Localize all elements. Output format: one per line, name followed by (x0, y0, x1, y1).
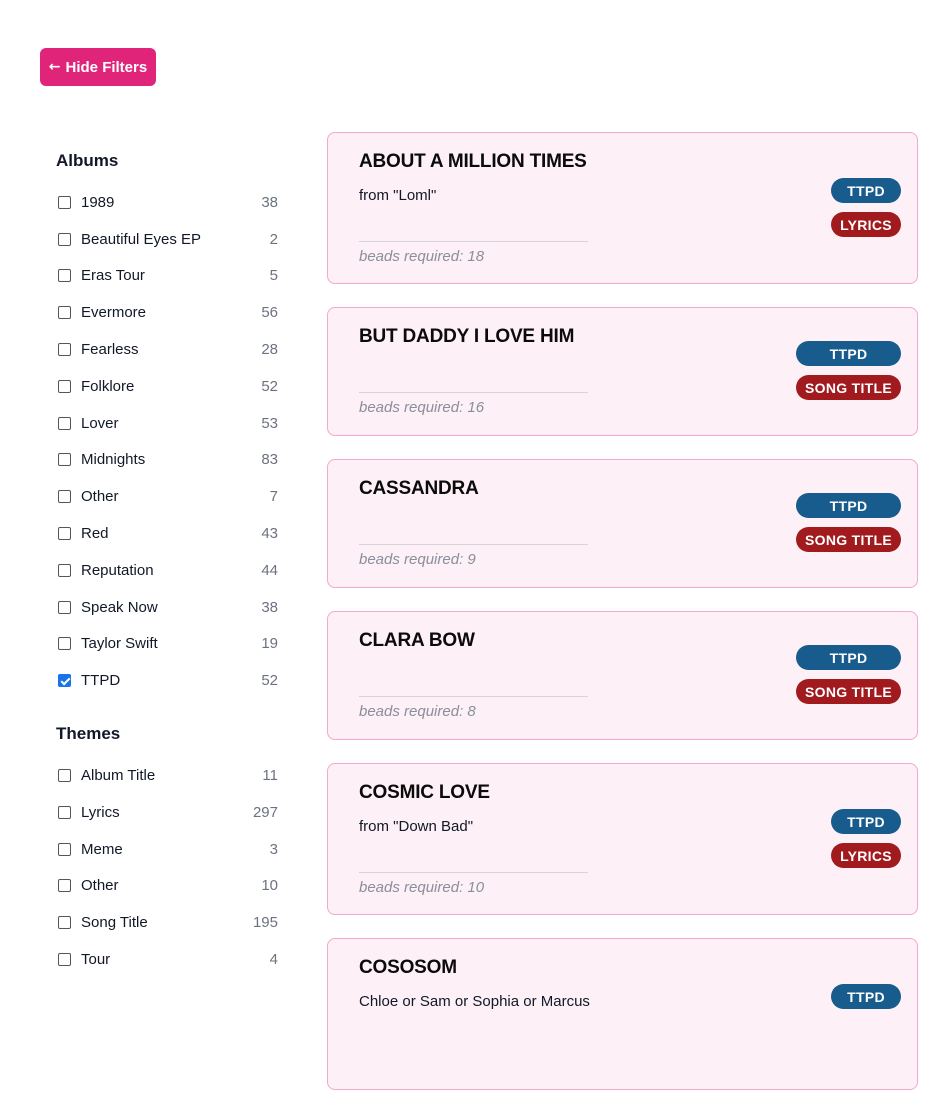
card-divider (359, 544, 588, 545)
filter-count: 2 (269, 230, 278, 248)
filter-option-left (56, 525, 109, 542)
filter-label: Meme (81, 840, 123, 858)
results-list (327, 132, 918, 1113)
filter-option-eras-tour[interactable] (56, 258, 278, 295)
filter-label: Lyrics (81, 803, 120, 821)
filter-checkbox[interactable] (58, 953, 71, 966)
card-title: ABOUT A MILLION TIMES (359, 151, 587, 172)
filter-option-speak-now[interactable] (56, 589, 278, 626)
filter-option-folklore[interactable] (56, 368, 278, 405)
themes-filter-group (56, 721, 278, 978)
filter-label: TTPD (81, 672, 121, 690)
filter-count: 4 (269, 951, 278, 969)
filter-option-beautiful-eyes-ep[interactable] (56, 221, 278, 258)
filter-count: 28 (261, 341, 278, 359)
filter-count: 19 (261, 635, 278, 653)
theme-tag[interactable]: LYRICS (831, 212, 901, 237)
filter-count: 52 (261, 672, 278, 690)
card-divider (359, 872, 588, 873)
filter-label: Album Title (81, 767, 156, 785)
theme-tag[interactable]: SONG TITLE (796, 527, 901, 552)
filter-checkbox[interactable] (58, 343, 71, 356)
card-tags (796, 645, 901, 704)
album-tag[interactable]: TTPD (796, 493, 901, 518)
filter-checkbox[interactable] (58, 601, 71, 614)
filter-option-left (56, 488, 119, 505)
filter-count: 5 (269, 267, 278, 285)
filter-option-left (56, 341, 139, 358)
filter-option-midnights[interactable] (56, 442, 278, 479)
filter-count: 195 (252, 914, 278, 932)
card-title: COSMIC LOVE (359, 782, 490, 803)
filter-label: Speak Now (81, 598, 158, 616)
filter-option-other[interactable] (56, 868, 278, 905)
filter-option-left (56, 877, 119, 894)
filter-count: 297 (252, 803, 278, 821)
filter-checkbox[interactable] (58, 196, 71, 209)
filter-option-left (56, 451, 145, 468)
filter-label: Midnights (81, 451, 146, 469)
filter-count: 7 (269, 488, 278, 506)
album-tag[interactable]: TTPD (831, 809, 901, 834)
card-tags (796, 341, 901, 400)
filter-checkbox[interactable] (58, 843, 71, 856)
filter-count: 56 (261, 304, 278, 322)
filter-count: 3 (269, 840, 278, 858)
filter-label: 1989 (81, 193, 115, 211)
filter-checkbox[interactable] (58, 916, 71, 929)
album-tag[interactable]: TTPD (796, 341, 901, 366)
result-card[interactable] (327, 938, 918, 1090)
card-title: CASSANDRA (359, 478, 479, 499)
filter-checkbox[interactable] (58, 380, 71, 393)
filter-option-left (56, 804, 120, 821)
card-tags (831, 984, 901, 1009)
card-beads-required: beads required: 10 (359, 879, 485, 896)
filter-label: Other (81, 877, 119, 895)
filter-option-taylor-swift[interactable] (56, 626, 278, 663)
result-card[interactable] (327, 763, 918, 915)
filter-label: Other (81, 488, 119, 506)
filter-count: 52 (261, 377, 278, 395)
themes-heading: Themes (56, 724, 121, 744)
filter-count: 11 (262, 767, 278, 785)
result-card[interactable] (327, 459, 918, 588)
filter-option-left (56, 231, 201, 248)
theme-tag[interactable]: SONG TITLE (796, 375, 901, 400)
filter-label: Eras Tour (81, 267, 145, 285)
filter-label: Evermore (81, 304, 147, 322)
filter-option-1989[interactable] (56, 184, 278, 221)
filter-option-evermore[interactable] (56, 294, 278, 331)
card-tags (831, 178, 901, 237)
albums-heading: Albums (56, 151, 119, 170)
filter-option-ttpd[interactable] (56, 662, 278, 699)
filter-option-other[interactable] (56, 478, 278, 515)
filter-option-left (56, 635, 158, 652)
filter-option-song-title[interactable] (56, 904, 278, 941)
filter-checkbox[interactable] (58, 233, 71, 246)
filter-option-lyrics[interactable] (56, 794, 278, 831)
filter-label: Fearless (81, 341, 139, 359)
filter-option-left (56, 562, 154, 579)
filter-checkbox[interactable] (58, 806, 71, 819)
card-tags (831, 809, 901, 868)
filter-count: 38 (261, 193, 278, 211)
card-title: COSOSOM (359, 957, 457, 978)
filter-option-album-title[interactable] (56, 757, 278, 794)
filter-count: 44 (261, 561, 278, 579)
arrow-left-icon: ← (48, 59, 61, 75)
theme-tag[interactable]: LYRICS (831, 843, 901, 868)
filter-checkbox[interactable] (58, 564, 71, 577)
filter-option-left (56, 951, 110, 968)
filter-checkbox[interactable] (58, 306, 71, 319)
card-divider (359, 392, 588, 393)
themes-filter-list (56, 757, 278, 978)
filter-option-left (56, 841, 123, 858)
result-card[interactable] (327, 132, 918, 284)
filter-checkbox[interactable] (58, 490, 71, 503)
filter-label: Tour (81, 951, 111, 969)
filter-option-left (56, 599, 158, 616)
card-beads-required: beads required: 16 (359, 399, 485, 416)
album-tag[interactable]: TTPD (796, 645, 901, 670)
result-card[interactable] (327, 611, 918, 740)
filter-count: 53 (261, 414, 278, 432)
card-subtitle: from "Down Bad" (359, 818, 474, 835)
filter-option-reputation[interactable] (56, 552, 278, 589)
theme-tag[interactable]: SONG TITLE (796, 679, 901, 704)
filter-count: 83 (261, 451, 278, 469)
filter-count: 38 (261, 598, 278, 616)
filter-label: Lover (81, 414, 119, 432)
filter-option-fearless[interactable] (56, 331, 278, 368)
filter-count: 10 (261, 877, 278, 895)
filter-checkbox[interactable] (58, 417, 71, 430)
card-subtitle: Chloe or Sam or Sophia or Marcus (359, 993, 590, 1010)
album-tag[interactable]: TTPD (831, 178, 901, 203)
card-beads-required: beads required: 8 (359, 703, 476, 720)
card-divider (359, 696, 588, 697)
card-subtitle: from "Loml" (359, 187, 437, 204)
filter-option-red[interactable] (56, 515, 278, 552)
filter-label: Reputation (81, 561, 154, 579)
filter-option-tour[interactable] (56, 941, 278, 978)
filter-option-left (56, 914, 148, 931)
card-tags (796, 493, 901, 552)
filter-option-meme[interactable] (56, 831, 278, 868)
filter-option-left (56, 672, 120, 689)
card-title: BUT DADDY I LOVE HIM (359, 326, 575, 347)
filter-label: Red (81, 525, 109, 543)
filter-checkbox[interactable] (58, 769, 71, 782)
filter-checkbox[interactable] (58, 527, 71, 540)
hide-filters-button[interactable] (40, 48, 156, 86)
filter-option-left (56, 378, 134, 395)
card-beads-required: beads required: 18 (359, 248, 485, 265)
albums-filter-group (56, 148, 278, 699)
card-title: CLARA BOW (359, 630, 475, 651)
filter-checkbox[interactable] (58, 269, 71, 282)
album-tag[interactable]: TTPD (831, 984, 901, 1009)
card-divider (359, 241, 588, 242)
hide-filters-label: Hide Filters (65, 58, 148, 76)
filter-option-left (56, 304, 146, 321)
filter-option-left (56, 267, 145, 284)
filter-label: Beautiful Eyes EP (81, 230, 202, 248)
filters-sidebar (56, 148, 278, 978)
filter-checkbox[interactable] (58, 879, 71, 892)
card-beads-required: beads required: 9 (359, 551, 476, 568)
filter-checkbox[interactable] (58, 453, 71, 466)
filter-label: Taylor Swift (81, 635, 158, 653)
albums-filter-list (56, 184, 278, 699)
filter-option-lover[interactable] (56, 405, 278, 442)
filter-checkbox[interactable] (58, 637, 71, 650)
filter-option-left (56, 194, 114, 211)
filter-option-left (56, 415, 119, 432)
filter-label: Song Title (81, 914, 148, 932)
result-card[interactable] (327, 307, 918, 436)
filter-option-left (56, 767, 155, 784)
filter-count: 43 (261, 525, 278, 543)
filter-checkbox[interactable] (58, 674, 71, 687)
filter-label: Folklore (81, 377, 135, 395)
